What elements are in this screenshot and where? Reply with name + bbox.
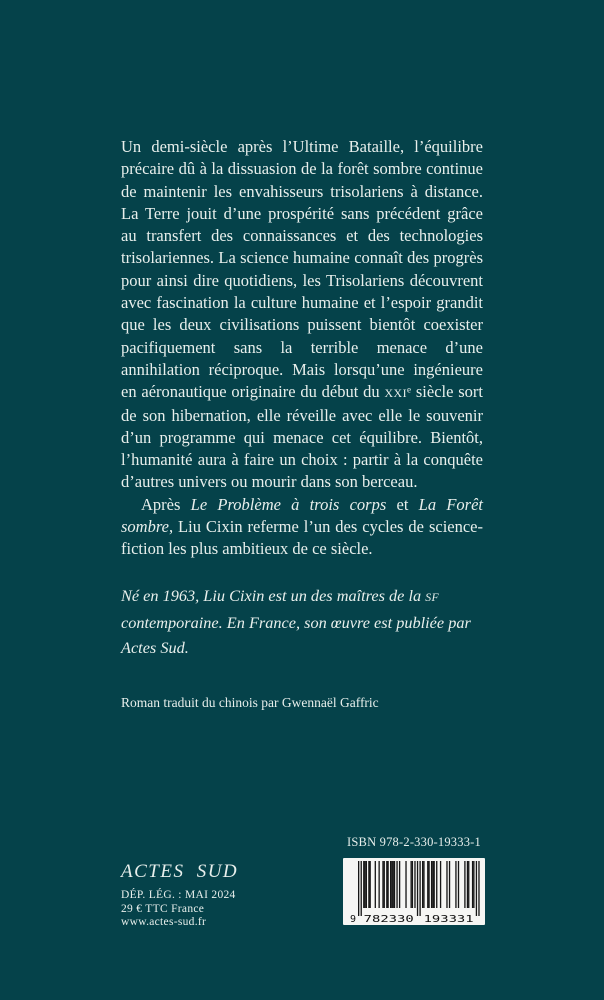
sf-smallcaps: SF <box>425 591 440 604</box>
paragraph2-connector: et <box>386 494 419 514</box>
synopsis-text-after-century: siècle sort de son hibernation, elle réveille avec elle le souvenir d’un programme qui menace cet équilibre. Bientôt, l’humanité aura à faire un choix : partir à la conquête d’autres univers ou mourir dans son berceau. <box>121 382 484 492</box>
book-title-foret-sombre: La Forêt sombre <box>121 494 483 537</box>
publisher-logo: ACTES SUD <box>121 861 239 882</box>
paragraph2-end: , Liu Cixin referme l’un des cycles de science-fiction les plus ambitieux de ce siècle. <box>121 517 483 559</box>
synopsis-text-before-century: Un demi-siècle après l’Ultime Bataille, l’équilibre précaire dû à la dissuasion de la forêt sombre continue de maintenir les envahisseurs trisolariens à distance. La Terre jouit d’une prospérité sans précédent grâce au transfert des connaissances et des technologies trisolariennes. La science humaine connaît des progrès pour ainsi dire quotidiens, les Trisolariens découvrent avec fascination la culture humaine et l’espoir grandit que les deux civilisations puissent bientôt coexister pacifiquement sans la terrible menace d’une annihilation réciproque. Mais lorsqu’une ingénieure en aéronautique originaire du début du <box>121 137 483 402</box>
publisher-website: www.actes-sud.fr <box>121 916 207 929</box>
barcode <box>343 858 485 925</box>
translator-credit: Roman traduit du chinois par Gwennaël Gaffric <box>121 695 379 710</box>
book-title-trois-corps: Le Problème à trois corps <box>190 494 387 514</box>
price: 29 € TTC France <box>121 902 205 915</box>
svg-text:782330: 782330 <box>363 914 414 923</box>
isbn-label: ISBN 978-2-330-19333-1 <box>347 835 481 849</box>
synopsis-paragraph-1 <box>121 136 483 494</box>
century-smallcaps: XXI <box>384 386 408 401</box>
synopsis <box>121 136 483 561</box>
svg-text:193331: 193331 <box>423 914 474 923</box>
author-bio <box>121 584 471 660</box>
paragraph2-intro: Après <box>141 494 191 514</box>
svg-text:9: 9 <box>350 914 357 923</box>
century-ordinal-sup: e <box>407 384 412 395</box>
barcode-bars <box>347 861 481 923</box>
bio-text-before-sf: Né en 1963, Liu Cixin est un des maîtres de la <box>121 586 426 605</box>
synopsis-paragraph-2 <box>121 494 483 561</box>
bio-text-after-sf: contemporaine. En France, son œuvre est publiée par Actes Sud. <box>121 612 471 657</box>
publisher-block <box>121 860 238 930</box>
legal-deposit: DÉP. LÉG. : MAI 2024 <box>121 889 236 901</box>
